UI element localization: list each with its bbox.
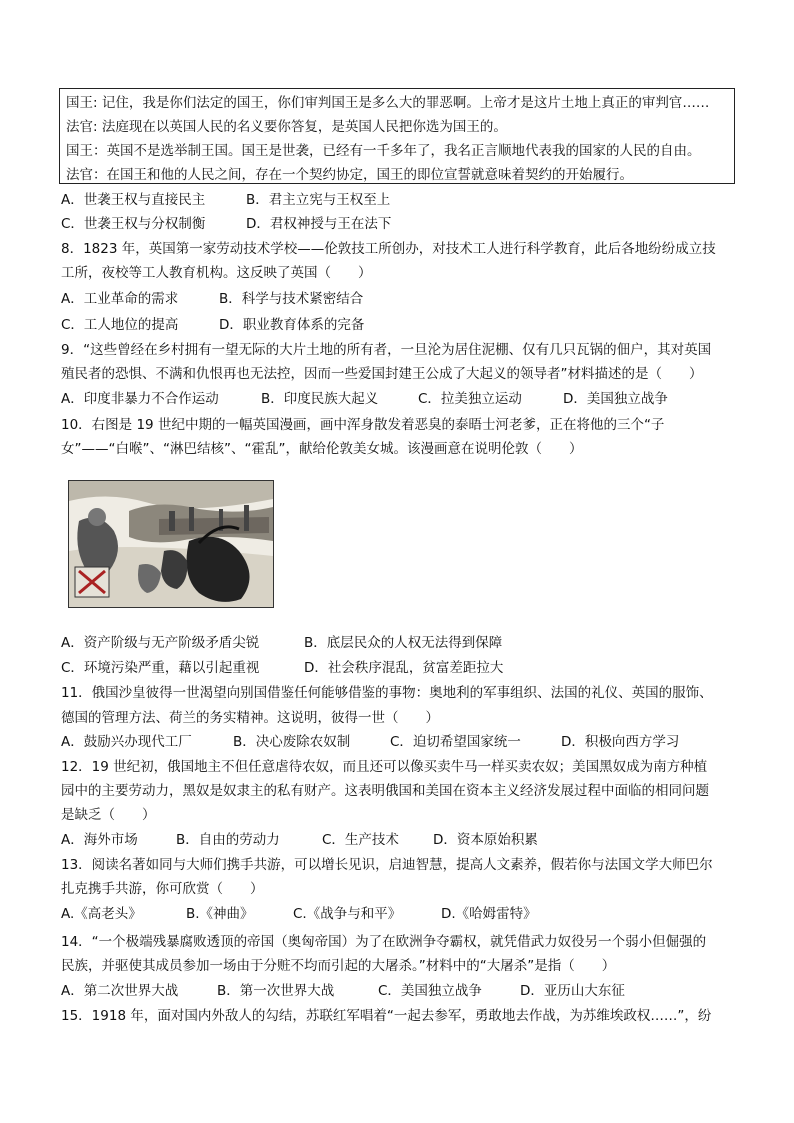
q9-option-a[interactable]: A．印度非暴力不合作运动 [61, 391, 219, 407]
q10-option-a[interactable]: A．资产阶级与无产阶级矛盾尖锐 [61, 635, 260, 651]
q12-stem-line: 12．19 世纪初，俄国地主不但任意虐待农奴，而且还可以像买卖牛马一样买卖农奴；美国黑奴成为南方种植 [61, 759, 708, 775]
q7-option-c[interactable]: C．世袭王权与分权制衡 [61, 216, 206, 232]
q14-option-c[interactable]: C．美国独立战争 [378, 983, 482, 999]
q13-option-c[interactable]: C.《战争与和平》 [293, 906, 402, 922]
q13-option-a[interactable]: A.《高老头》 [61, 906, 142, 922]
q13-option-b[interactable]: B.《神曲》 [186, 906, 254, 922]
quote-line: 国王: 记住，我是你们法定的国王，你们审判国王是多么大的罪恶啊。上帝才是这片土地上真正的审判官…… [66, 95, 710, 111]
cartoon-illustration [69, 481, 273, 607]
q12-option-d[interactable]: D．资本原始积累 [433, 832, 538, 848]
quote-line: 法官: 法庭现在以英国人民的名义要你答复，是英国人民把你选为国王的。 [66, 119, 507, 135]
q9-option-d[interactable]: D．美国独立战争 [563, 391, 668, 407]
q7-option-d[interactable]: D．君权神授与王在法下 [246, 216, 392, 232]
q10-option-b[interactable]: B．底层民众的人权无法得到保障 [304, 635, 503, 651]
q12-option-a[interactable]: A．海外市场 [61, 832, 138, 848]
q10-option-d[interactable]: D．社会秩序混乱，贫富差距拉大 [304, 660, 504, 676]
q8-option-d[interactable]: D．职业教育体系的完备 [219, 317, 365, 333]
q14-option-b[interactable]: B．第一次世界大战 [217, 983, 335, 999]
q8-stem-line: 工所，夜校等工人教育机构。这反映了英国（ ） [61, 265, 372, 281]
q8-stem-line: 8．1823 年，英国第一家劳动技术学校——伦敦技工所创办，对技术工人进行科学教育，此后各地纷纷成立技 [61, 241, 716, 257]
q8-option-c[interactable]: C．工人地位的提高 [61, 317, 179, 333]
q11-option-a[interactable]: A．鼓励兴办现代工厂 [61, 734, 192, 750]
q12-stem-line: 是缺乏（ ） [61, 807, 156, 823]
q13-option-d[interactable]: D.《哈姆雷特》 [441, 906, 537, 922]
q12-option-b[interactable]: B．自由的劳动力 [176, 832, 280, 848]
q14-option-a[interactable]: A．第二次世界大战 [61, 983, 179, 999]
q7-option-a[interactable]: A．世袭王权与直接民主 [61, 192, 206, 208]
q8-option-b[interactable]: B．科学与技术紧密结合 [219, 291, 364, 307]
q13-stem-line: 13．阅读名著如同与大师们携手共游，可以增长见识，启迪智慧，提高人文素养，假若你与法国文学大师巴尔 [61, 857, 713, 873]
q11-option-b[interactable]: B．决心废除农奴制 [233, 734, 351, 750]
q9-option-b[interactable]: B．印度民族大起义 [261, 391, 379, 407]
q12-option-c[interactable]: C．生产技术 [322, 832, 399, 848]
q11-option-d[interactable]: D．积极向西方学习 [561, 734, 680, 750]
q14-stem-line: 民族，并驱使其成员参加一场由于分赃不均而引起的大屠杀。”材料中的“大屠杀”是指（ ） [61, 958, 616, 974]
q7-option-b[interactable]: B．君主立宪与王权至上 [246, 192, 391, 208]
q11-stem-line: 11．俄国沙皇彼得一世渴望向别国借鉴任何能够借鉴的事物：奥地利的军事组织、法国的礼仪、英国的服饰、 [61, 685, 713, 701]
q8-option-a[interactable]: A．工业革命的需求 [61, 291, 179, 307]
q10-stem-line: 女”——“白喉”、“淋巴结核”、“霍乱”，献给伦敦美女城。该漫画意在说明伦敦（ ） [61, 441, 583, 457]
quote-line: 国王：英国不是选举制王国。国王是世袭，已经有一千多年了，我名正言顺地代表我的国家的人民的自由。 [66, 143, 701, 159]
q9-stem-line: 殖民者的恐惧、不满和仇恨再也无法控，因而一些爱国封建王公成了大起义的领导者”材料描述的是（ ） [61, 366, 703, 382]
q11-stem-line: 德国的管理方法、荷兰的务实精神。这说明，彼得一世（ ） [61, 710, 439, 726]
quote-line: 法官：在国王和他的人民之间，存在一个契约协定，国王的即位宣誓就意味着契约的开始履行。 [66, 167, 633, 183]
dialogue-quote-box [59, 88, 735, 184]
q14-option-d[interactable]: D．亚历山大东征 [520, 983, 625, 999]
q14-stem-line: 14．“一个极端残暴腐败透顶的帝国（奥匈帝国）为了在欧洲争夺霸权，就凭借武力奴役另一个弱小但倔强的 [61, 934, 707, 950]
q12-stem-line: 园中的主要劳动力，黑奴是奴隶主的私有财产。这表明俄国和美国在资本主义经济发展过程中面临的相同问题 [61, 783, 709, 799]
q13-stem-line: 扎克携手共游，你可欣赏（ ） [61, 881, 264, 897]
q15-stem-line: 15．1918 年，面对国内外敌人的勾结，苏联红军唱着“一起去参军，勇敢地去作战，为苏维埃政权……”，纷 [61, 1008, 712, 1024]
q11-option-c[interactable]: C．迫切希望国家统一 [390, 734, 521, 750]
q9-stem-line: 9．“这些曾经在乡村拥有一望无际的大片土地的所有者，一旦沦为居住泥棚、仅有几只瓦锅的佃户，其对英国 [61, 342, 712, 358]
q10-option-c[interactable]: C．环境污染严重，藉以引起重视 [61, 660, 260, 676]
q9-option-c[interactable]: C．拉美独立运动 [418, 391, 522, 407]
q10-stem-line: 10．右图是 19 世纪中期的一幅英国漫画，画中浑身散发着恶臭的泰晤士河老爹，正在将他的三个“子 [61, 417, 665, 433]
thames-cartoon-image [68, 480, 274, 608]
